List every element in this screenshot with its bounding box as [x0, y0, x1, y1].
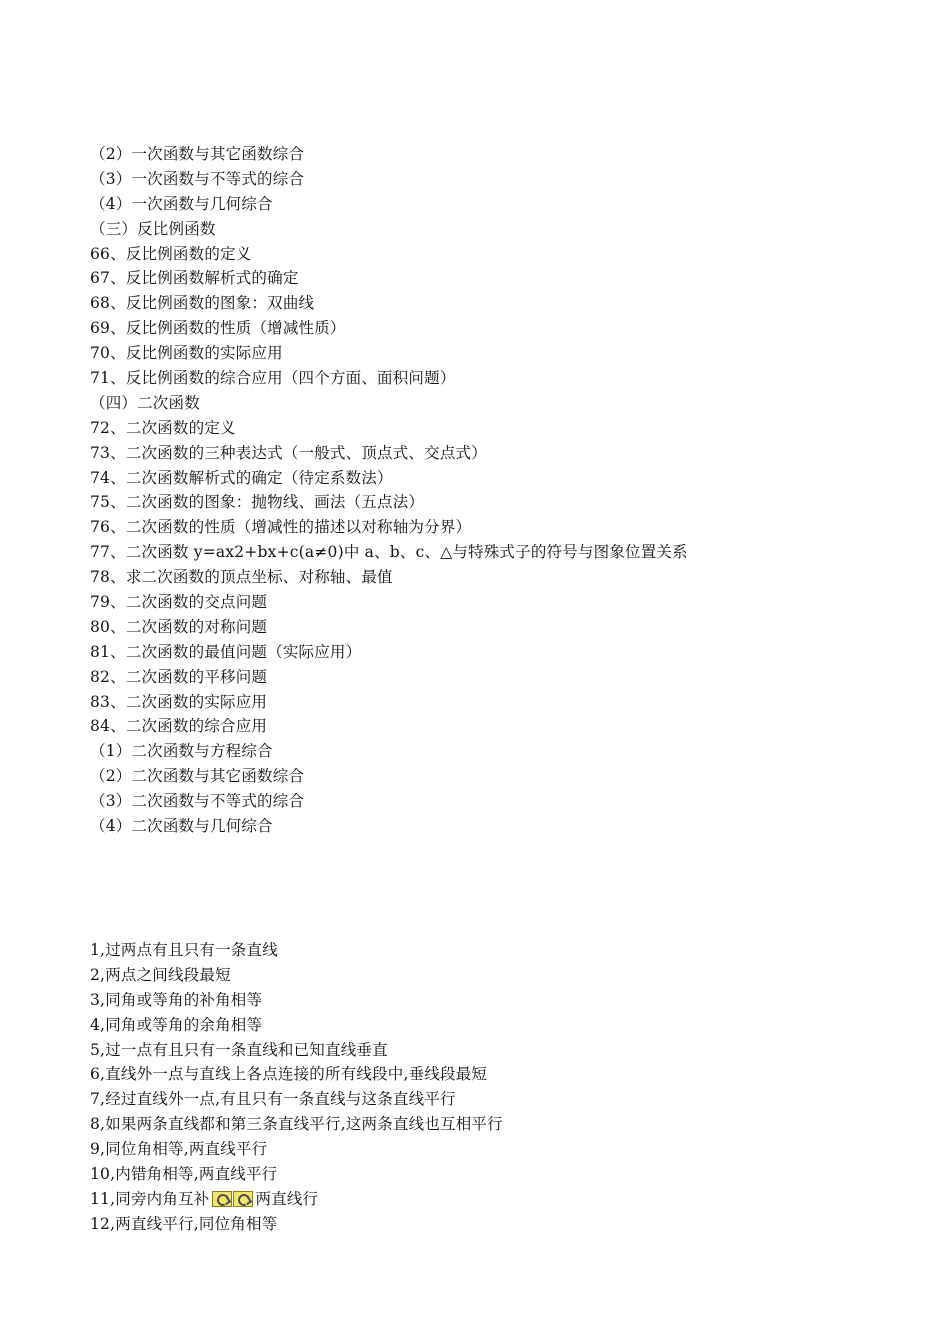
outline-item-78: 78、求二次函数的顶点坐标、对称轴、最值: [90, 568, 393, 587]
outline-item-71: 71、反比例函数的综合应用（四个方面、面积问题）: [90, 369, 456, 388]
outline-item-quadratic-inequalities: （3）二次函数与不等式的综合: [90, 792, 305, 811]
outline-item-quadratic-equation: （1）二次函数与方程综合: [90, 742, 273, 761]
outline-item-68: 68、反比例函数的图象：双曲线: [90, 294, 315, 313]
theorem-item-3: 3,同角或等角的补角相等: [90, 990, 263, 1009]
outline-item-66: 66、反比例函数的定义: [90, 244, 252, 263]
outline-item-73: 73、二次函数的三种表达式（一般式、顶点式、交点式）: [90, 443, 487, 462]
geometry-theorem-list: [90, 938, 910, 1237]
theorem-item-9: 9,同位角相等,两直线平行: [90, 1140, 268, 1159]
outline-item-79: 79、二次函数的交点问题: [90, 593, 268, 612]
theorem-item-12: 12,两直线平行,同位角相等: [90, 1214, 278, 1233]
outline-item-76: 76、二次函数的性质（增减性的描述以对称轴为分界）: [90, 518, 472, 537]
outline-item-84: 84、二次函数的综合应用: [90, 717, 268, 736]
function-outline-list: [90, 142, 910, 839]
theorem-item-1: 1,过两点有且只有一条直线: [90, 941, 278, 959]
outline-item-quadratic-geometry: （4）二次函数与几何综合: [90, 817, 273, 836]
outline-item-83: 83、二次函数的实际应用: [90, 692, 268, 711]
theorem-item-10: 10,内错角相等,两直线平行: [90, 1165, 278, 1184]
outline-item-linear-other-functions: （2）一次函数与其它函数综合: [90, 145, 305, 163]
outline-item-quadratic-other-functions: （2）二次函数与其它函数综合: [90, 767, 305, 786]
outline-item-linear-geometry: （4）一次函数与几何综合: [90, 194, 273, 213]
outline-item-70: 70、反比例函数的实际应用: [90, 344, 283, 363]
outline-item-80: 80、二次函数的对称问题: [90, 617, 268, 636]
outline-item-69: 69、反比例函数的性质（增减性质）: [90, 319, 346, 338]
theorem-item-7: 7,经过直线外一点,有且只有一条直线与这条直线平行: [90, 1090, 456, 1109]
outline-item-74: 74、二次函数解析式的确定（待定系数法）: [90, 468, 393, 487]
broken-glyph-icon: [233, 1191, 253, 1207]
outline-item-67: 67、反比例函数解析式的确定: [90, 269, 299, 288]
theorem-item-6: 6,直线外一点与直线上各点连接的所有线段中,垂线段最短: [90, 1065, 488, 1084]
broken-glyph-icon: [212, 1191, 232, 1207]
section-heading-inverse-proportion: （三）反比例函数: [90, 219, 216, 238]
theorem-item-11-prefix: 11,同旁内角互补: [90, 1189, 210, 1208]
outline-item-77: 77、二次函数 y=ax2+bx+c(a≠0)中 a、b、c、△与特殊式子的符号与图象位置关系: [90, 543, 688, 562]
outline-item-75: 75、二次函数的图象：抛物线、画法（五点法）: [90, 493, 425, 512]
outline-item-81: 81、二次函数的最值问题（实际应用）: [90, 642, 362, 661]
theorem-item-5: 5,过一点有且只有一条直线和已知直线垂直: [90, 1040, 388, 1059]
theorem-item-2: 2,两点之间线段最短: [90, 965, 231, 984]
theorem-item-8: 8,如果两条直线都和第三条直线平行,这两条直线也互相平行: [90, 1115, 503, 1134]
outline-item-82: 82、二次函数的平移问题: [90, 667, 268, 686]
outline-item-linear-inequalities: （3）一次函数与不等式的综合: [90, 169, 305, 188]
theorem-item-11: [90, 1187, 910, 1212]
section-heading-quadratic-function: （四）二次函数: [90, 393, 200, 412]
broken-glyph-pair: [212, 1191, 253, 1207]
theorem-item-4: 4,同角或等角的余角相等: [90, 1015, 263, 1034]
outline-item-72: 72、二次函数的定义: [90, 418, 236, 437]
theorem-item-11-suffix: 两直线行: [255, 1189, 319, 1208]
